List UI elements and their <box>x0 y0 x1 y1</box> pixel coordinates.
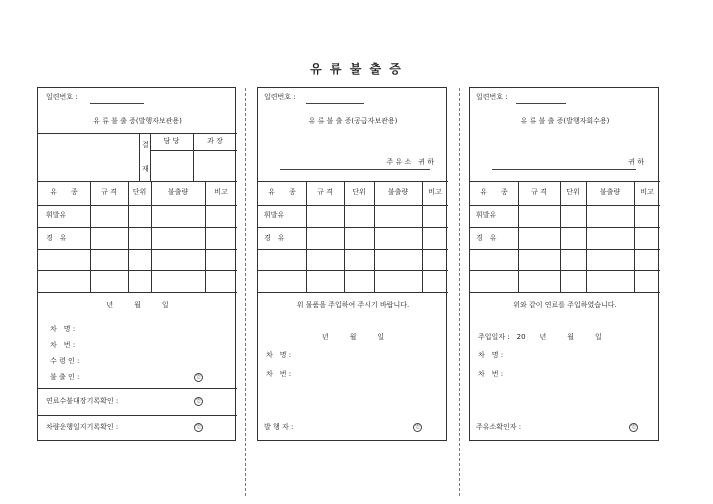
row-diesel: 경 유 <box>476 234 497 242</box>
serial-label: 일련번호 : <box>476 93 508 101</box>
confirm-text: 위와 같이 연료를 주입하였습니다. <box>513 301 617 309</box>
col-spec: 규 격 <box>101 188 117 196</box>
addressee-underline <box>492 169 636 170</box>
field-car-number: 차 번 : <box>478 370 504 378</box>
field-dispenser: 불 출 인 : <box>50 373 80 381</box>
row-diesel: 경 유 <box>264 234 285 242</box>
col-remarks: 비고 <box>640 188 654 196</box>
row-diesel: 경 유 <box>46 234 67 242</box>
field-car-name: 차 명 : <box>478 351 504 359</box>
seal-mark-icon: 인 <box>194 373 203 382</box>
field-station-checker: 주유소확인자 : <box>476 423 522 431</box>
cut-line <box>245 88 246 496</box>
field-car-number: 차 번 : <box>50 341 76 349</box>
form-supplier-copy <box>257 87 447 441</box>
approval-jae: 재 <box>142 165 149 173</box>
col-remarks: 비고 <box>428 188 442 196</box>
field-receiver: 수 령 인 : <box>50 357 80 365</box>
approval-manager: 과 장 <box>207 137 223 145</box>
seal-mark-icon: 인 <box>413 423 422 432</box>
col-fuel-type: 유 종 <box>268 188 296 196</box>
serial-underline <box>516 103 566 104</box>
date-line: 년 월 일 <box>106 301 169 309</box>
form-subtitle: 유 류 불 출 증(발행자보관용) <box>93 117 182 125</box>
check-vehicle-log: 차량운행일지기록확인 : <box>46 423 119 431</box>
field-injection-date: 주입일자 : 20 년 월 일 <box>478 333 602 341</box>
serial-underline <box>90 103 144 104</box>
row-gasoline: 휘발유 <box>46 211 67 219</box>
request-text: 위 물품을 주입하여 주시기 바랍니다. <box>296 301 410 309</box>
form-issuer-return-copy <box>469 87 659 441</box>
field-car-name: 차 명 : <box>50 325 76 333</box>
cut-line <box>459 88 460 496</box>
seal-mark-icon: 인 <box>194 423 203 432</box>
seal-mark-icon: 인 <box>629 423 638 432</box>
serial-underline <box>306 103 364 104</box>
form-subtitle: 유 류 불 출 증(발행자회수용) <box>520 117 610 125</box>
serial-label: 일련번호 : <box>264 93 296 101</box>
serial-label: 일련번호 : <box>46 93 78 101</box>
col-remarks: 비고 <box>214 188 228 196</box>
col-quantity: 불출량 <box>387 188 409 196</box>
form-issuer-copy <box>37 87 236 441</box>
col-quantity: 불출량 <box>167 188 189 196</box>
row-gasoline: 휘발유 <box>476 211 497 219</box>
field-issuer: 발 행 자 : <box>264 423 294 431</box>
col-quantity: 불출량 <box>599 188 621 196</box>
check-fuel-ledger: 연료수불대장기록확인 : <box>46 397 119 405</box>
col-unit: 단위 <box>132 188 147 196</box>
seal-mark-icon: 인 <box>194 397 203 406</box>
col-spec: 규 격 <box>317 188 333 196</box>
field-car-number: 차 번 : <box>266 370 292 378</box>
document-title: 유 류 불 출 증 <box>310 62 403 76</box>
addressee-gas-station: 주 유 소 귀 하 <box>386 158 434 166</box>
col-fuel-type: 유 종 <box>480 188 508 196</box>
form-subtitle: 유 류 불 출 증(공급자보관용) <box>308 117 398 125</box>
approval-gyeol: 결 <box>142 141 149 149</box>
col-spec: 규 격 <box>531 188 547 196</box>
row-gasoline: 휘발유 <box>264 211 285 219</box>
col-unit: 단위 <box>352 188 366 196</box>
addressee-underline <box>280 169 430 170</box>
field-car-name: 차 명 : <box>266 351 292 359</box>
col-fuel-type: 유 종 <box>50 188 78 196</box>
col-unit: 단위 <box>566 188 580 196</box>
date-line: 년 월 일 <box>321 333 385 341</box>
addressee: 귀 하 <box>628 158 644 166</box>
approval-officer: 담 당 <box>163 137 180 145</box>
